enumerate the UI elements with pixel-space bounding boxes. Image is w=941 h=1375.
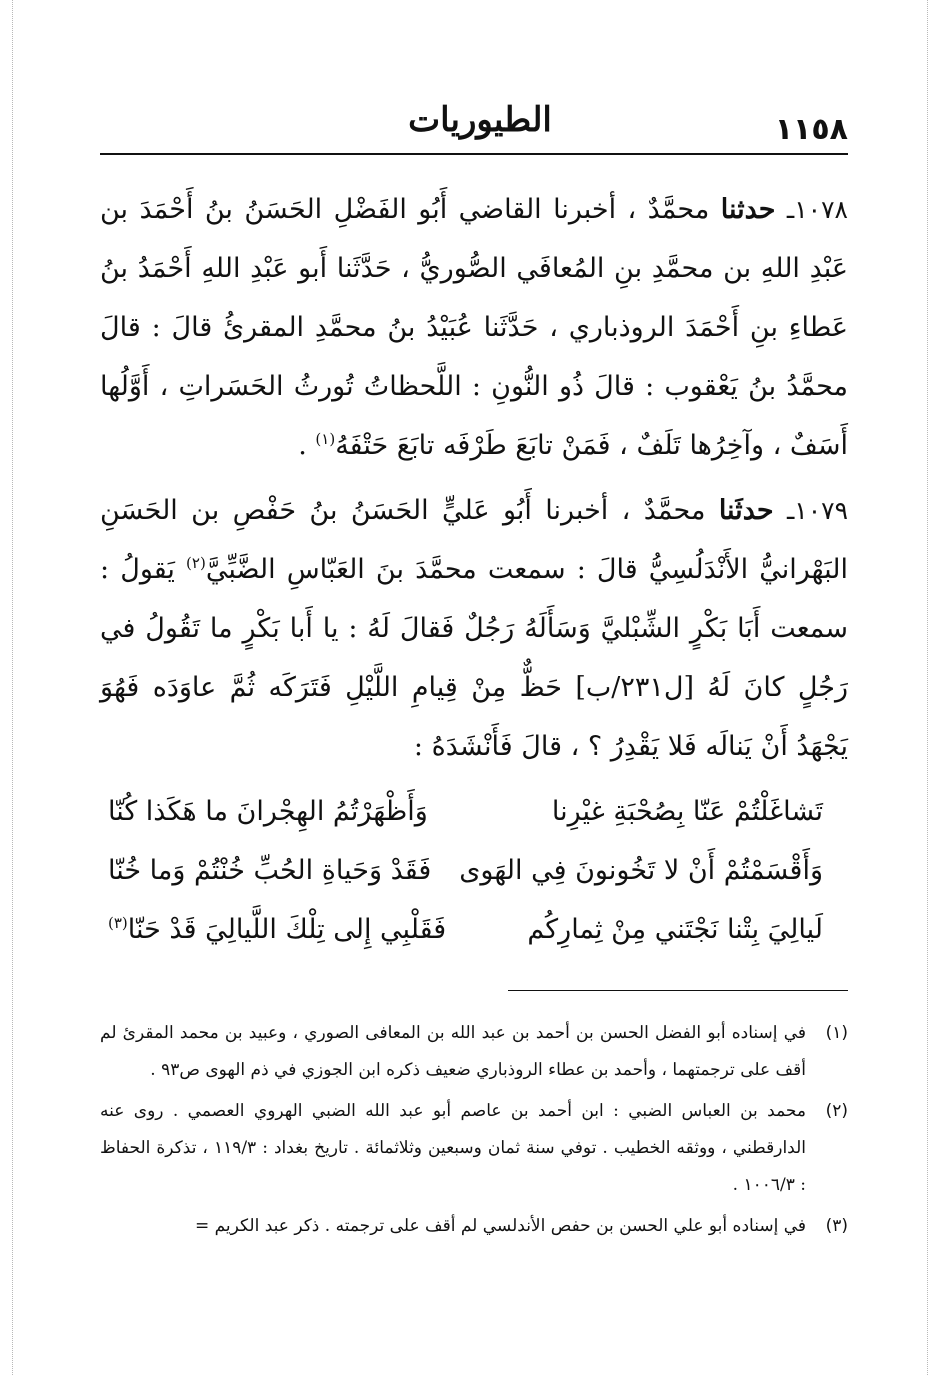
left-margin-dots	[12, 0, 13, 1375]
verse-first-hemistich: لَيالِيَ بِتْنا نَجْتَني مِنْ ثِمارِكُم	[527, 914, 823, 945]
footnote-1	[100, 1015, 848, 1089]
poem-verse	[100, 900, 848, 959]
footnote-2	[100, 1093, 848, 1204]
page-number: ١١٥٨	[774, 112, 848, 147]
footnote-number: (١)	[825, 1023, 848, 1043]
paragraph-1079	[100, 481, 848, 776]
poem-verse	[100, 841, 848, 900]
header-rule	[100, 153, 848, 155]
footnotes	[100, 1015, 848, 1249]
footnote-number: (٣)	[825, 1216, 848, 1236]
paragraph-tail: .	[298, 430, 316, 461]
poem-verse	[100, 782, 848, 841]
page-header	[100, 100, 848, 152]
footnote-rule	[508, 990, 848, 991]
right-margin-dots	[927, 0, 928, 1375]
footnote-ref-1[interactable]: (١)	[315, 430, 336, 448]
verse-second-hemistich: وَأَظْهَرْتُمُ الهِجْرانَ ما هَكَذا كُنّا	[108, 796, 428, 827]
footnote-number: (٢)	[825, 1101, 848, 1121]
paragraph-number: ١٠٧٨ـ	[786, 195, 848, 224]
footnote-text: محمد بن العباس الضبي : ابن أحمد بن عاصم أبو عبد الله الضبي الهروي العصمي . روى عنه الدارقطني ، ووثقه الخطيب . توفي سنة ثمان وسبعين وثلاثمائة . تاريخ بغداد : ١١٩/٣ ، تذكرة الحفاظ : ١٠٠٦/٣ .	[100, 1101, 806, 1195]
verse-first-hemistich: وَأَقْسَمْتُمْ أَنْ لا تَخُونونَ فِي الهَوى	[459, 855, 823, 886]
paragraph-text: محمَّدٌ ، أخبرنا القاضي أَبُو الفَضْلِ الحَسَنُ بنُ أَحْمَدَ بن عَبْدِ اللهِ بن محمَّدِ بنِ المُعافَي الصُّوريُّ ، حَدَّثَنا أَبو عَبْدِ اللهِ أَحْمَدُ بنُ عَطاءِ بنِ أَحْمَدَ الروذباري ، حَدَّثَنا عُبَيْدُ بنُ محمَّدِ المقرئُ قالَ : قالَ محمَّدُ بنُ يَعْقوب : قالَ ذُو النُّونِ : اللَّحظاتُ تُورثُ الحَسَراتِ ، أَوَّلُها أَسَفٌ ، وآخِرُها تَلَفٌ ، فَمَنْ تابَعَ طَرْفَه تابَعَ حَتْفَهُ	[100, 194, 848, 461]
verse-second-hemistich: فَقَدْ وَحَياةِ الحُبِّ خُنْتُمْ وَما خُنّا	[108, 855, 432, 886]
footnote-text: في إسناده أبو علي الحسن بن حفص الأندلسي لم أقف على ترجمته . ذكر عبد الكريم =	[194, 1216, 806, 1236]
paragraph-1078	[100, 180, 848, 475]
footnote-ref-2[interactable]: (٢)	[186, 554, 206, 572]
verse-second-hemistich-text: فَقَلْبِي إِلى تِلْكَ اللَّيالِيَ قَدْ حَنّا	[127, 914, 447, 945]
paragraph-text-continued: يَقولُ : سمعت أَبَا بَكْرٍ الشِّبْليَّ وَسَأَلَهُ رَجُلٌ فَقالَ لَهُ : يا أَبا بَكْرٍ ما تَقُولُ في رَجُلٍ كانَ لَهُ [ل٢٣١/ب] حَظٌّ مِنْ قِيامِ اللَّيْلِ فَتَرَكَه ثُمَّ عاوَدَه فَهُوَ يَجْهَدُ أَنْ يَنالَه فَلا يَقْدِرُ ؟ ، قالَ فَأَنْشَدَهُ :	[100, 554, 848, 762]
verse-first-hemistich: تَشاغَلْتُمْ عَنّا بِصُحْبَةِ غيْرِنا	[551, 796, 823, 827]
footnote-ref-3[interactable]: (٣)	[108, 914, 128, 932]
paragraph-text: محمَّدٌ ، أخبرنا أَبُو عَليٍّ الحَسَنُ بنُ حَفْصِ بن الحَسَنِ البَهْرانيُّ الأَنْدَلُسِيُّ قالَ : سمعت محمَّدَ بنَ العَبّاسِ الضَّبِّيَّ	[100, 495, 849, 585]
paragraph-number: ١٠٧٩ـ	[786, 496, 849, 525]
haddathana-label: حدثنا	[720, 194, 776, 225]
verse-second-hemistich	[108, 900, 446, 959]
main-text	[100, 180, 848, 959]
book-title: الطيوريات	[408, 100, 552, 140]
haddathana-label: حدثَنا	[718, 495, 774, 526]
poem	[100, 782, 848, 959]
footnote-text: في إسناده أبو الفضل الحسن بن أحمد بن عبد الله بن المعافى الصوري ، وعبيد بن محمد المقرئ لم أقف على ترجمتهما ، وأحمد بن عطاء الروذباري ضعيف ذكره ابن الجوزي في ذم الهوى ص٩٣ .	[100, 1023, 806, 1080]
footnote-3	[100, 1208, 848, 1245]
